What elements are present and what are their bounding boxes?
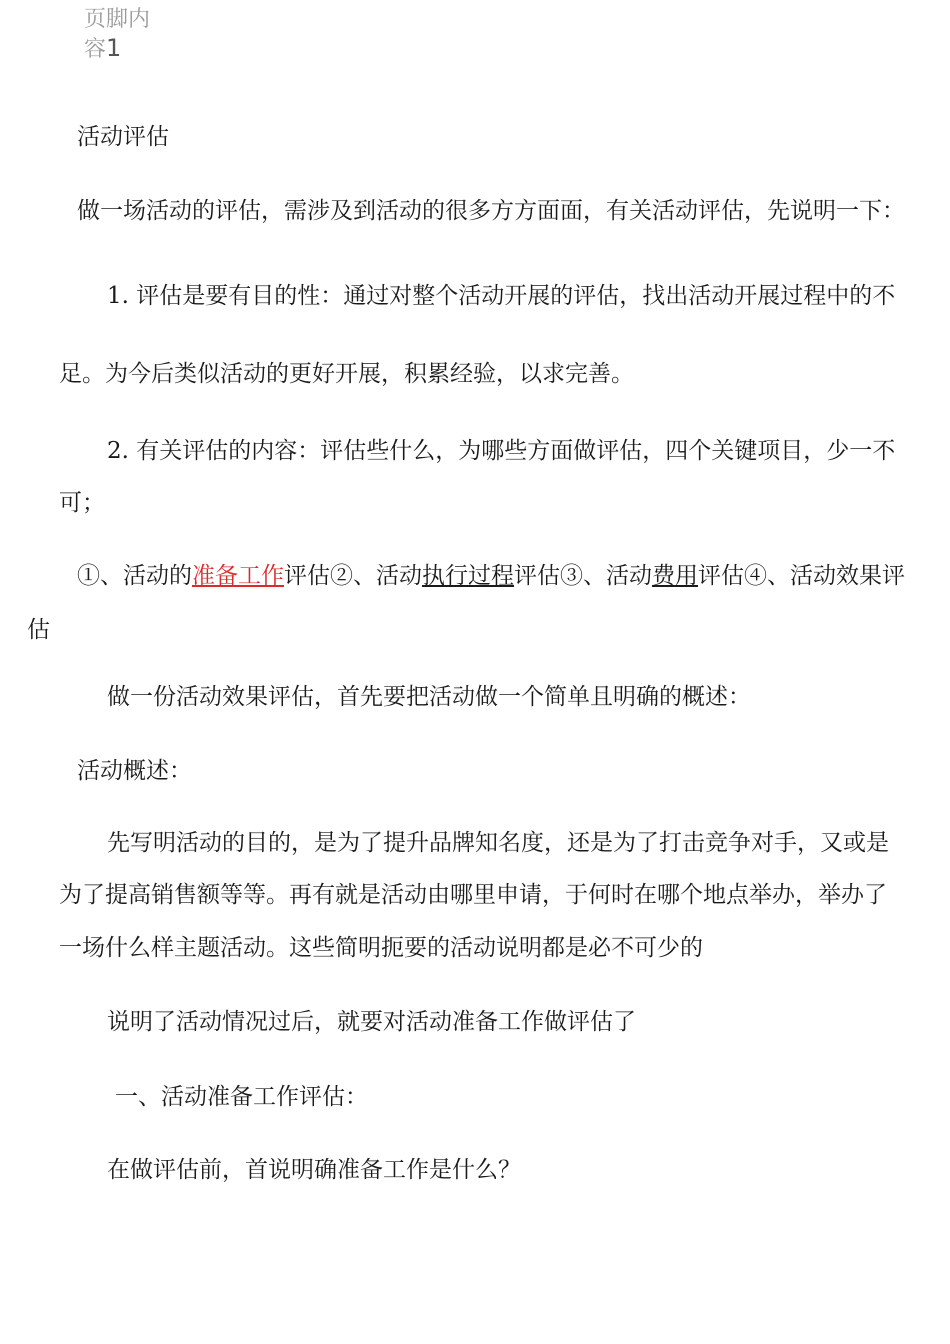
footer-line-2 bbox=[84, 34, 150, 64]
item-1-text: 评估是要有目的性：通过对整个活动开展的评估，找出活动开展过程中的不 bbox=[136, 283, 896, 309]
transition-paragraph: 说明了活动情况过后，就要对活动准备工作做评估了 bbox=[107, 1009, 636, 1035]
overview-title: 活动概述： bbox=[77, 758, 192, 784]
circled-text-2: 评估②、活动 bbox=[284, 563, 422, 589]
footer-text: 容 bbox=[84, 37, 107, 62]
intro-paragraph: 做一场活动的评估，需涉及到活动的很多方方面面，有关活动评估，先说明一下： bbox=[77, 198, 905, 224]
document-title: 活动评估 bbox=[77, 124, 169, 150]
item-1-line-1 bbox=[107, 281, 895, 311]
section-1-title: 一、活动准备工作评估： bbox=[115, 1084, 368, 1110]
link-cost[interactable]: 费用 bbox=[652, 563, 698, 589]
overview-line-3: 一场什么样主题活动。这些简明扼要的活动说明都是必不可少的 bbox=[59, 935, 703, 961]
overview-line-1: 先写明活动的目的，是为了提升品牌知名度，还是为了打击竞争对手，又或是 bbox=[107, 830, 889, 856]
footer-line-1: 页脚内 bbox=[84, 7, 151, 32]
circled-text-3: 评估③、活动 bbox=[514, 563, 652, 589]
evaluation-items-line bbox=[77, 561, 905, 591]
link-preparation-work[interactable]: 准备工作 bbox=[192, 563, 284, 589]
item-1-number: 1. bbox=[107, 283, 129, 309]
effect-intro: 做一份活动效果评估，首先要把活动做一个简单且明确的概述： bbox=[107, 684, 751, 710]
item-2-line-1 bbox=[107, 436, 895, 466]
item-1-line-2: 足。为今后类似活动的更好开展，积累经验，以求完善。 bbox=[59, 361, 634, 387]
circled-text-1: ①、活动的 bbox=[77, 563, 192, 589]
evaluation-items-line-2: 估 bbox=[27, 617, 50, 643]
section-1-question: 在做评估前，首说明确准备工作是什么？ bbox=[107, 1157, 521, 1183]
page-number: 1 bbox=[106, 34, 122, 62]
item-2-line-2: 可； bbox=[59, 490, 105, 516]
item-2-text: 有关评估的内容：评估些什么，为哪些方面做评估，四个关键项目，少一不 bbox=[136, 438, 896, 464]
overview-line-2: 为了提高销售额等等。再有就是活动由哪里申请，于何时在哪个地点举办，举办了 bbox=[59, 882, 887, 908]
circled-text-4: 评估④、活动效果评 bbox=[698, 563, 905, 589]
item-2-number: 2. bbox=[107, 438, 129, 464]
page-footer bbox=[84, 6, 150, 64]
link-execution-process[interactable]: 执行过程 bbox=[422, 563, 514, 589]
